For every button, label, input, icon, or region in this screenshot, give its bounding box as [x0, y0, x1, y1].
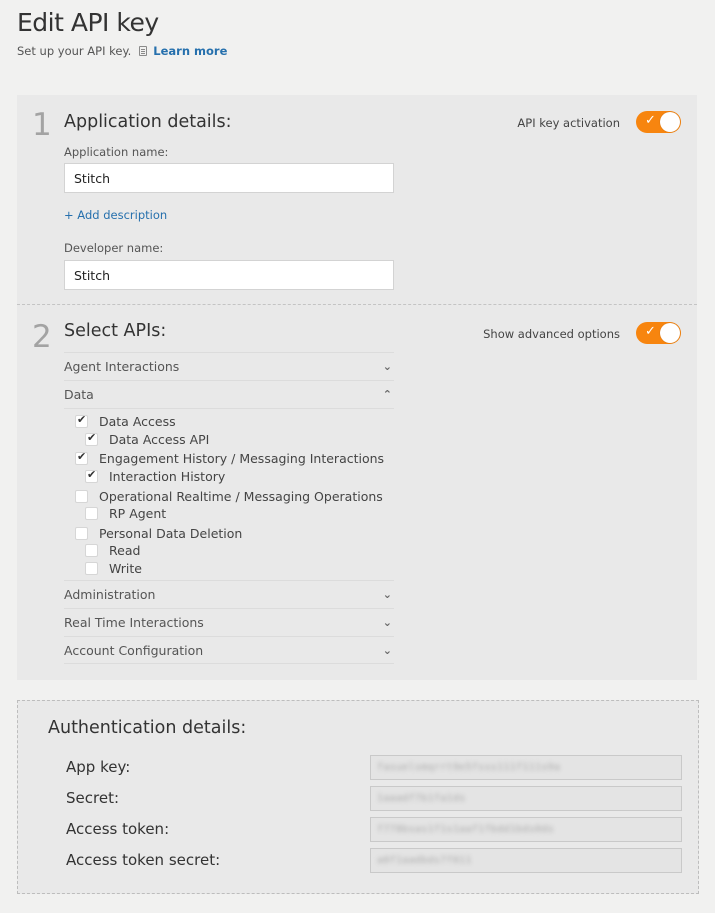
checkbox-label: Read [109, 543, 141, 558]
step-number-1: 1 [32, 107, 52, 143]
api-category-administration[interactable] [64, 580, 394, 608]
api-key-activation-toggle[interactable] [636, 111, 681, 133]
secret-value: 1aaadf7b1fa1ds [377, 793, 466, 804]
checkbox-label: Write [109, 561, 143, 576]
toggle-knob [660, 112, 680, 132]
checkbox[interactable] [75, 490, 88, 503]
check-icon: ✓ [645, 324, 656, 339]
select-apis-heading: Select APIs: [64, 321, 167, 341]
authentication-details-panel [17, 700, 699, 894]
access-token-secret-value: a0f1aadbds7f011 [377, 855, 472, 866]
secret-label: Secret: [66, 789, 119, 807]
access-token-secret-field[interactable] [370, 848, 682, 873]
checkbox[interactable] [85, 544, 98, 557]
add-description-link[interactable]: + Add description [64, 208, 168, 222]
checkbox-label: Data Access API [109, 432, 210, 447]
checkbox[interactable] [75, 527, 88, 540]
api-category-account-configuration[interactable] [64, 636, 394, 664]
step-number-2: 2 [32, 319, 52, 355]
chevron-down-icon: ⌄ [382, 616, 392, 629]
checkbox-write[interactable] [85, 561, 142, 576]
checkbox-read[interactable] [85, 543, 140, 558]
chevron-down-icon: ⌄ [382, 643, 392, 657]
chevron-down-icon: ⌄ [382, 360, 392, 373]
developer-name-input[interactable]: Stitch [64, 260, 394, 290]
access-token-field[interactable] [370, 817, 682, 842]
checkbox[interactable] [85, 433, 98, 446]
checkbox-rp-agent[interactable] [85, 506, 166, 521]
checkbox-label: Data Access [99, 414, 176, 429]
access-token-secret-label: Access token secret: [66, 851, 221, 869]
api-category-real-time-interactions[interactable] [64, 608, 394, 636]
secret-field[interactable] [370, 786, 682, 811]
document-icon [139, 46, 147, 56]
checkbox[interactable] [85, 562, 98, 575]
checkbox-label: Operational Realtime / Messaging Operations [99, 489, 383, 504]
checkbox[interactable] [75, 415, 88, 428]
check-icon: ✓ [645, 113, 656, 128]
toggle-knob [660, 323, 680, 343]
checkbox-operational-realtime[interactable] [75, 489, 383, 504]
api-key-activation-label: API key activation [517, 116, 620, 130]
advanced-options-label: Show advanced options [483, 327, 620, 341]
authentication-details-heading: Authentication details: [48, 718, 247, 738]
app-key-value: fasuelsmqrrt9e5fsss111f111s9a [377, 762, 561, 773]
chevron-down-icon: ⌄ [382, 588, 392, 601]
checkbox-label: RP Agent [109, 506, 167, 521]
access-token-label: Access token: [66, 820, 170, 838]
checkbox-label: Interaction History [109, 469, 226, 484]
page-subtitle [17, 44, 227, 58]
chevron-up-icon: ⌃ [382, 388, 392, 401]
checkbox-label: Personal Data Deletion [99, 526, 243, 541]
api-category-label: Data [64, 387, 94, 402]
checkbox[interactable] [75, 452, 88, 465]
application-details-heading: Application details: [64, 112, 232, 132]
developer-name-label: Developer name: [64, 241, 164, 255]
checkbox-data-access[interactable] [75, 414, 176, 429]
api-category-label: Agent Interactions [64, 359, 180, 374]
checkbox-interaction-history[interactable] [85, 469, 225, 484]
checkbox-engagement-history[interactable] [75, 451, 384, 466]
checkbox[interactable] [85, 507, 98, 520]
app-key-field[interactable] [370, 755, 682, 780]
application-name-input[interactable]: Stitch [64, 163, 394, 193]
advanced-options-toggle[interactable] [636, 322, 681, 344]
checkbox[interactable] [85, 470, 98, 483]
api-key-form-panel [17, 95, 697, 680]
application-name-label: Application name: [64, 145, 169, 159]
api-category-label: Account Configuration [64, 642, 204, 658]
learn-more-link[interactable]: Learn more [153, 44, 228, 58]
api-category-data[interactable] [64, 380, 394, 408]
checkbox-data-access-api[interactable] [85, 432, 209, 447]
checkbox-personal-data-deletion[interactable] [75, 526, 242, 541]
api-category-label: Administration [64, 587, 156, 602]
page-title: Edit API key [17, 8, 159, 37]
access-token-value: f778bsas1f1s1aaf1fbdd1bds0ds [377, 824, 554, 835]
divider [64, 408, 394, 409]
checkbox-label: Engagement History / Messaging Interactions [99, 451, 385, 466]
app-key-label: App key: [66, 758, 131, 776]
api-category-agent-interactions[interactable] [64, 352, 394, 380]
api-category-label: Real Time Interactions [64, 615, 204, 630]
section-divider [17, 304, 697, 305]
subtitle-text: Set up your API key. [17, 44, 132, 58]
